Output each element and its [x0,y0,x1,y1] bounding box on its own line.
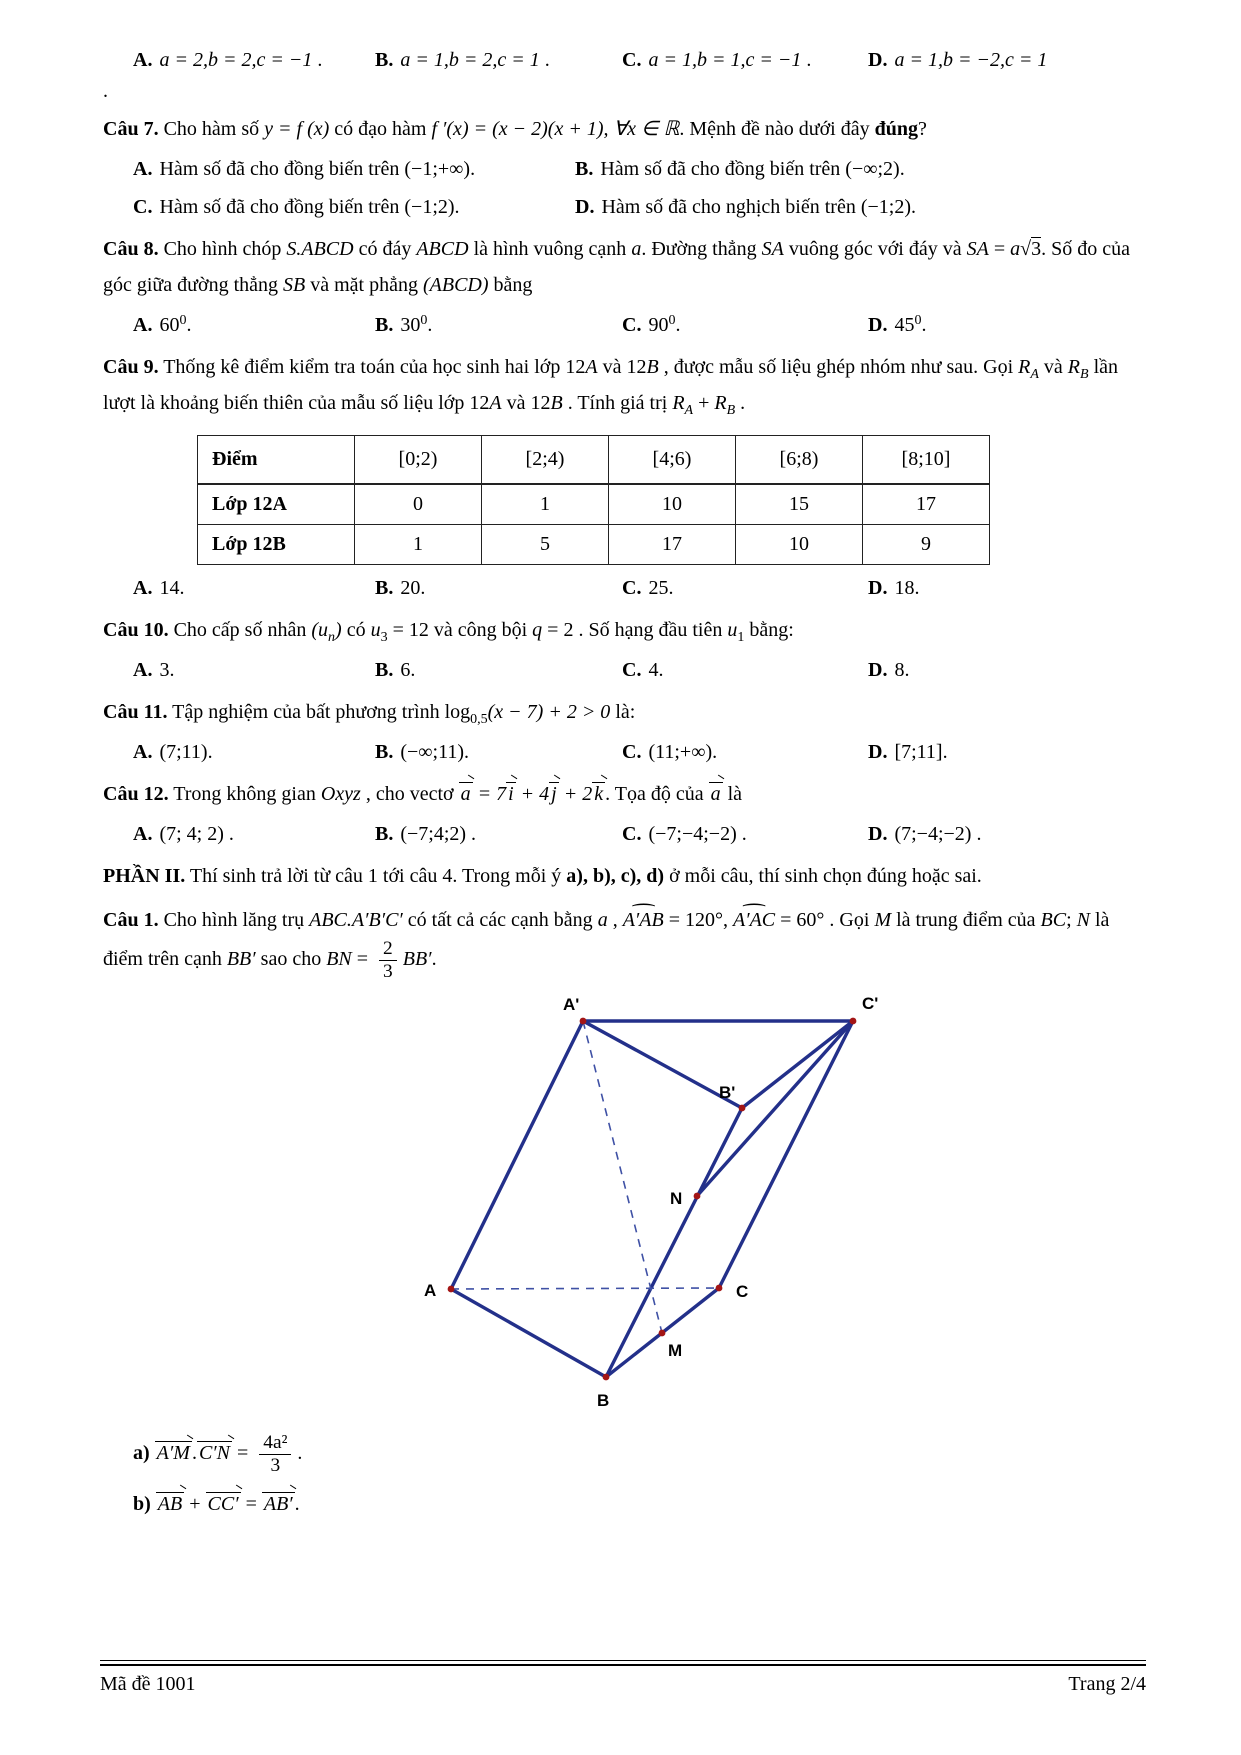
table-header-cell: [0;2) [355,436,482,485]
option-text: 6. [400,659,416,681]
exam-code: Mã đề 1001 [100,1673,196,1695]
question-10-stem: Câu 10. Cho cấp số nhân $(u_n)$ có $u_3 = 12$ và công bội q = 2 . Số hạng đầu tiên $u_1$ bằng: [103,619,794,645]
option-text: (7;−4;−2) . [894,823,982,845]
vertex-dot-B' [739,1105,746,1112]
option-B [375,655,622,686]
table-header-cell: [8;10] [863,436,990,485]
option-key: C. [622,823,642,845]
stray-period: . [103,80,108,102]
option-key: A. [133,314,153,336]
option-text: Hàm số đã cho đồng biến trên (−1;+∞). [159,158,476,180]
option-key: B. [375,49,394,71]
option-text: 20. [400,577,426,599]
option-D [868,573,919,604]
option-A [133,655,375,686]
option-text: (−7;−4;−2) . [648,823,747,845]
option-D [868,737,948,768]
option-key: D. [868,577,888,599]
vertex-dot-N [694,1193,701,1200]
option-text: Hàm số đã cho đồng biến trên (−1;2). [159,196,460,218]
question11-options-row [103,737,1141,768]
vertex-label-A': A' [563,995,580,1015]
option-C [133,192,575,223]
option-text: a = 2,b = 2,c = −1 . [159,49,323,71]
option-key: B. [575,158,594,180]
table-cell: Lớp 12A [198,484,355,525]
prism-edge-A1-M [583,1021,662,1333]
table-cell: 1 [482,484,609,525]
option-A [133,737,375,768]
option-C [622,819,868,850]
statement-a: a) A′M . C′N = $\frac{\text{4a²}}{3}$ . [133,1432,303,1477]
option-C [622,655,868,686]
option-key: A. [133,158,153,180]
option-key: D. [868,314,888,336]
option-text: 14. [159,577,185,599]
prism-edge-A-C [451,1288,719,1289]
option-text: $90^0$. [648,313,681,336]
option-key: B. [375,659,394,681]
table-row [198,525,990,565]
option-text: [7;11]. [894,741,948,763]
vertex-label-N: N [670,1189,683,1209]
question-11-stem: Câu 11. Tập nghiệm của bất phương trình $\log_{0,5}(x - 7) + 2 > 0$ là: [103,701,636,727]
prism-edge-C1-C [719,1021,853,1288]
option-C [622,45,868,76]
vertex-label-B': B' [719,1083,736,1103]
vertex-label-B: B [597,1391,610,1411]
table-header-row [198,436,990,485]
option-D [868,45,1047,76]
question8-options-row [103,310,1141,341]
option-text: a = 1,b = 2,c = 1 . [400,49,550,71]
question7-options-row-1 [103,154,1141,185]
question12-options-row [103,819,1141,850]
option-key: C. [622,577,642,599]
option-text: Hàm số đã cho nghịch biến trên (−1;2). [601,196,916,218]
vertex-dot-A [448,1286,455,1293]
prism-edge-B1-B [606,1108,742,1377]
table-header-cell: [4;6) [609,436,736,485]
option-key: D. [868,741,888,763]
option-D [575,192,916,223]
vertex-label-A: A [424,1281,437,1301]
option-D [868,310,926,341]
question7-options-row-2 [103,192,1141,223]
page-number: Trang 2/4 [1068,1673,1146,1695]
option-key: C. [622,314,642,336]
option-text: Hàm số đã cho đồng biến trên (−∞;2). [600,158,905,180]
option-key: D. [868,659,888,681]
option-text: a = 1,b = 1,c = −1 . [648,49,812,71]
option-D [868,819,981,850]
option-B [375,573,622,604]
option-A [133,310,375,341]
part2-header: PHẦN II. Thí sinh trả lời từ câu 1 tới câu 4. Trong mỗi ý a), b), c), d) ở mỗi câu, thí sinh chọn đúng hoặc sai. [103,865,982,887]
vertex-dot-C' [850,1018,857,1025]
option-text: (7; 4; 2) . [159,823,234,845]
option-text: 4. [648,659,664,681]
table-header-cell: [6;8) [736,436,863,485]
question6-options-row [103,45,1141,76]
footer-rule [100,1660,1146,1666]
table-cell: 10 [609,484,736,525]
prism-edge-C1-N [697,1021,853,1196]
page-footer [100,1660,1146,1696]
table-cell: 15 [736,484,863,525]
question9-options-row [103,573,1141,604]
option-text: a = 1,b = −2,c = 1 [894,49,1048,71]
statement-b: b) AB + CC′ = AB′ . [133,1492,300,1515]
option-A [133,819,375,850]
option-key: C. [622,741,642,763]
table-cell: 0 [355,484,482,525]
option-text: $45^0$. [894,313,927,336]
option-text: 18. [894,577,920,599]
option-key: A. [133,823,153,845]
table-cell: 17 [863,484,990,525]
option-D [868,655,909,686]
option-key: B. [375,823,394,845]
vertex-label-M: M [668,1341,683,1361]
table-header-cell: [2;4) [482,436,609,485]
prism-edge-A1-A [451,1021,583,1289]
option-key: A. [133,659,153,681]
vertex-dot-M [659,1330,666,1337]
option-C [622,310,868,341]
option-key: A. [133,49,153,71]
option-B [375,737,622,768]
table-cell: 17 [609,525,736,565]
table-cell: 1 [355,525,482,565]
option-key: A. [133,577,153,599]
option-B [375,819,622,850]
option-A [133,45,375,76]
table-cell: 9 [863,525,990,565]
option-key: B. [375,577,394,599]
prism-edge-A-B [451,1289,606,1377]
vertex-dot-A' [580,1018,587,1025]
prism-edge-B1-C1 [742,1021,853,1108]
part2-question-1-stem: Câu 1. Cho hình lăng trụ ABC.A′B′C′ có tất cả các cạnh bằng a , A′AB ⌢ = 120°, A′AC ⌢ = 60° . Gọi M là trung điểm của BC; N là điểm trên cạnh BB′ sao cho BN = $\frac{2}{3}$ BB′. [103,902,1141,982]
option-B [575,154,905,185]
table-header-cell: Điểm [198,436,355,485]
table-cell: Lớp 12B [198,525,355,565]
vertex-label-C': C' [862,994,879,1014]
option-key: C. [133,196,153,218]
option-A [133,154,575,185]
vertex-label-C: C [736,1282,749,1302]
option-key: D. [868,823,888,845]
option-key: D. [868,49,888,71]
option-C [622,737,868,768]
option-key: B. [375,741,394,763]
prism-figure-svg [408,984,908,1420]
option-text: 25. [648,577,674,599]
option-text: 3. [159,659,175,681]
option-text: 8. [894,659,910,681]
vertex-dot-C [716,1285,723,1292]
table-row [198,484,990,525]
option-text: (−∞;11). [400,741,470,763]
table-cell: 5 [482,525,609,565]
option-key: D. [575,196,595,218]
option-text: (7;11). [159,741,213,763]
option-key: C. [622,659,642,681]
option-B [375,310,622,341]
option-text: (−7;4;2) . [400,823,477,845]
option-C [622,573,868,604]
score-table [197,435,990,565]
question-8-stem: Câu 8. Cho hình chóp S.ABCD có đáy ABCD là hình vuông cạnh a. Đường thẳng SA vuông góc với đáy và SA = a√3. Số đo của góc giữa đường thẳng SB và mặt phẳng (ABCD) bằng [103,238,1130,296]
option-text: (11;+∞). [648,741,718,763]
question-7-stem: Câu 7. Cho hàm số y = f (x) có đạo hàm f ′(x) = (x − 2)(x + 1), ∀x ∈ ℝ. Mệnh đề nào dưới đây đúng? [103,118,927,140]
option-B [375,45,622,76]
question10-options-row [103,655,1141,686]
table-cell: 10 [736,525,863,565]
question-9-stem: Câu 9. Thống kê điểm kiểm tra toán của học sinh hai lớp 12A và 12B , được mẫu số liệu ghép nhóm như sau. Gọi $R_A$ và $R_B$ lần lượt là khoảng biến thiên của mẫu số liệu lớp 12A và 12B . Tính giá trị $R_A + R_B$ . [103,356,1119,418]
option-key: B. [375,314,394,336]
option-text: $60^0$. [159,313,192,336]
option-key: A. [133,741,153,763]
option-text: $30^0$. [400,313,433,336]
question-12-stem: Câu 12. Trong không gian Oxyz , cho vectơ a = 7 i + 4 j + 2 k . Tọa độ của a là [103,783,743,805]
option-key: C. [622,49,642,71]
vertex-dot-B [603,1374,610,1381]
option-A [133,573,375,604]
